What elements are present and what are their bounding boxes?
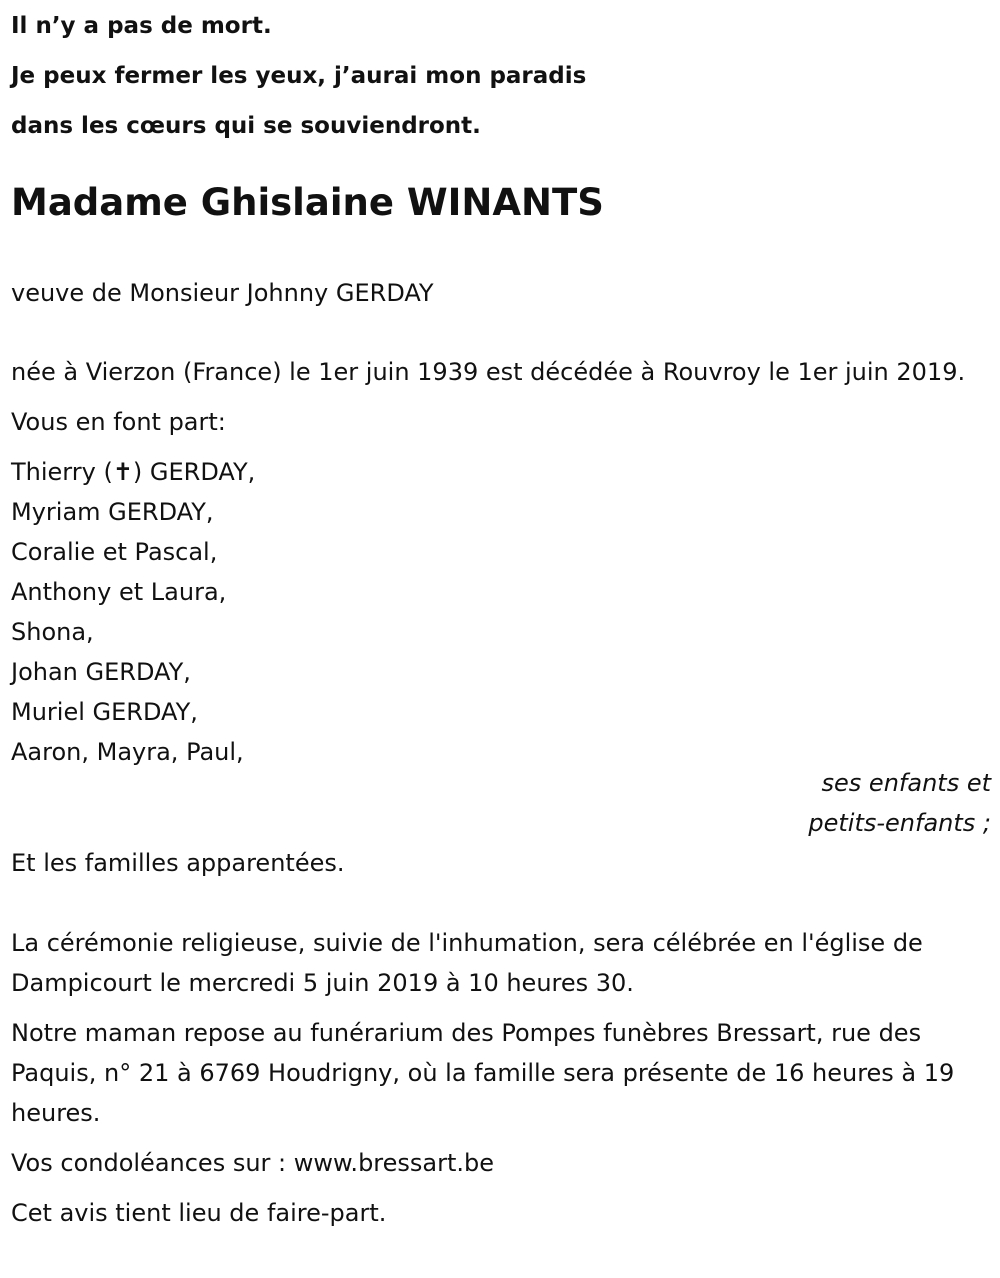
quote-line: Je peux fermer les yeux, j’aurai mon paradis xyxy=(11,63,587,89)
quote-line: Il n’y a pas de mort. xyxy=(11,13,272,39)
family-relation xyxy=(11,763,991,843)
closing-line: Cet avis tient lieu de faire-part. xyxy=(11,1199,387,1227)
family-member-line: Shona, xyxy=(11,618,94,646)
relation-line: petits-enfants ; xyxy=(808,809,991,837)
related-families-line: Et les familles apparentées. xyxy=(11,849,345,877)
family-member-line: Coralie et Pascal, xyxy=(11,538,218,566)
relation-line: ses enfants et xyxy=(821,769,991,797)
birth-death-line: née à Vierzon (France) le 1er juin 1939 est décédée à Rouvroy le 1er juin 2019. xyxy=(11,358,966,386)
family-member-line: Johan GERDAY, xyxy=(11,658,191,686)
family-member-line: Aaron, Mayra, Paul, xyxy=(11,738,244,766)
condolences-line: Vos condoléances sur : www.bressart.be xyxy=(11,1149,495,1177)
announcement-intro: Vous en font part: xyxy=(11,408,226,436)
family-member-line: Thierry (✝) GERDAY, xyxy=(11,458,256,486)
quote-line: dans les cœurs qui se souviendront. xyxy=(11,113,481,139)
family-member-line: Muriel GERDAY, xyxy=(11,698,198,726)
deceased-name: Madame Ghislaine WINANTS xyxy=(11,181,604,224)
widow-of-line: veuve de Monsieur Johnny GERDAY xyxy=(11,279,434,307)
opening-quote xyxy=(11,1,991,151)
ceremony-paragraph: La cérémonie religieuse, suivie de l'inhumation, sera célébrée en l'église de Dampicourt le mercredi 5 juin 2019 à 10 heures 30. xyxy=(11,929,923,997)
family-member-line: Anthony et Laura, xyxy=(11,578,227,606)
family-member-line: Myriam GERDAY, xyxy=(11,498,214,526)
family-list xyxy=(11,452,991,772)
obituary-notice xyxy=(11,0,991,1233)
rest-place-paragraph: Notre maman repose au funérarium des Pompes funèbres Bressart, rue des Paquis, n° 21 à 6769 Houdrigny, où la famille sera présente de 16 heures à 19 heures. xyxy=(11,1019,955,1127)
